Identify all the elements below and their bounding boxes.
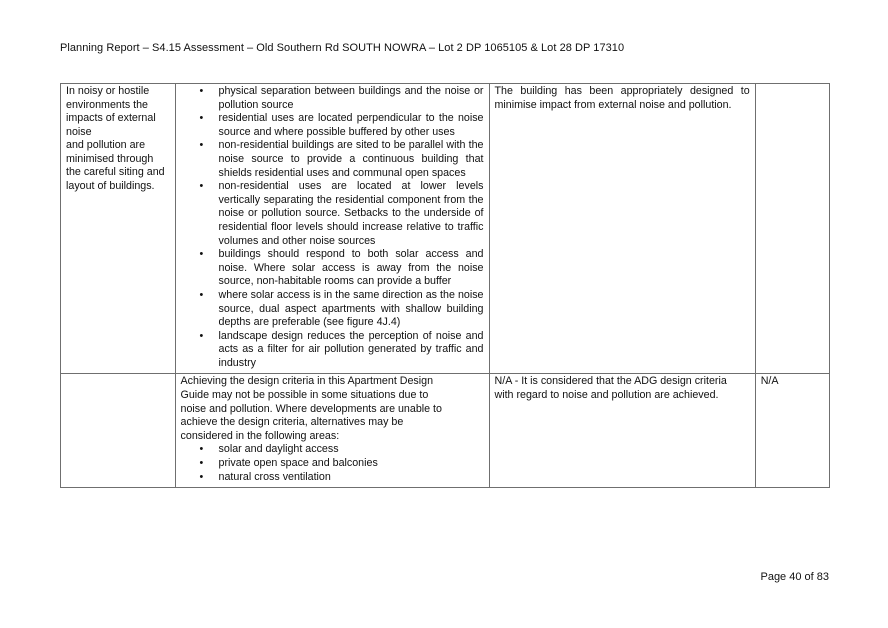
objective-cell <box>61 374 176 488</box>
objective-cell <box>61 84 176 374</box>
page-header: Planning Report – S4.15 Assessment – Old Southern Rd SOUTH NOWRA – Lot 2 DP 1065105 & Lot 28 DP 17310 <box>60 42 625 54</box>
objective-line: noise <box>66 125 92 138</box>
comment-cell <box>489 84 755 374</box>
guidance-intro-line: Guide may not be possible in some situations due to <box>180 389 429 402</box>
compliance-cell <box>755 374 829 488</box>
design-guidance-list <box>181 85 484 370</box>
list-item: • solar and daylight access <box>181 443 484 457</box>
design-guidance-cell <box>175 374 489 488</box>
list-item: • non-residential uses are located at lower levels vertically separating the residential component from the noise or pollution source. Setbacks to the underside of residential floor levels should increase relative to traffic volumes and other noise sources <box>181 180 484 248</box>
list-item: • physical separation between buildings and the noise or pollution source <box>181 85 484 112</box>
objective-line: and pollution are <box>66 139 146 151</box>
list-item: • non-residential buildings are sited to be parallel with the noise source to provide a continuous building that shields residential uses and communal open spaces <box>181 139 484 180</box>
table-row <box>61 84 830 374</box>
design-guidance-cell <box>175 84 489 374</box>
list-item: • natural cross ventilation <box>181 471 484 485</box>
guidance-intro <box>181 375 484 443</box>
compliance-cell <box>755 84 829 374</box>
list-item: • landscape design reduces the perception of noise and acts as a filter for air pollution generated by traffic and industry <box>181 330 484 371</box>
table-row <box>61 374 830 488</box>
guidance-intro-line: Achieving the design criteria in this Apartment Design <box>180 375 434 388</box>
alternatives-list <box>181 443 484 484</box>
assessment-table <box>60 83 830 488</box>
objective-line: In noisy or hostile <box>66 85 150 97</box>
list-item: • buildings should respond to both solar access and noise. Where solar access is away from the noise source, non-habitable rooms can provide a buffer <box>181 248 484 289</box>
list-item: • private open space and balconies <box>181 457 484 471</box>
objective-line: the careful siting and <box>66 166 165 178</box>
page-number: Page 40 of 83 <box>760 571 829 583</box>
guidance-intro-line: considered in the following areas: <box>180 429 340 442</box>
compliance-text: N/A <box>760 375 779 388</box>
objective-line: layout of buildings. <box>66 179 155 192</box>
objective-line: impacts of external <box>66 112 156 124</box>
list-item: • residential uses are located perpendicular to the noise source and where possible buffered by other uses <box>181 112 484 139</box>
comment-line: with regard to noise and pollution are achieved. <box>494 389 719 402</box>
guidance-intro-line: achieve the design criteria, alternatives may be <box>180 416 404 429</box>
comment-text: The building has been appropriately designed to minimise impact from external noise and pollution. <box>494 85 750 111</box>
objective-line: minimised through <box>66 152 154 165</box>
comment-line: N/A - It is considered that the ADG design criteria <box>494 375 727 388</box>
list-item: • where solar access is in the same direction as the noise source, dual aspect apartments with shallow building depths are preferable (see figure 4J.4) <box>181 289 484 330</box>
guidance-intro-line: noise and pollution. Where developments are unable to <box>180 402 442 415</box>
objective-line: environments the <box>66 98 148 111</box>
comment-cell <box>489 374 755 488</box>
objective-text <box>66 85 170 193</box>
